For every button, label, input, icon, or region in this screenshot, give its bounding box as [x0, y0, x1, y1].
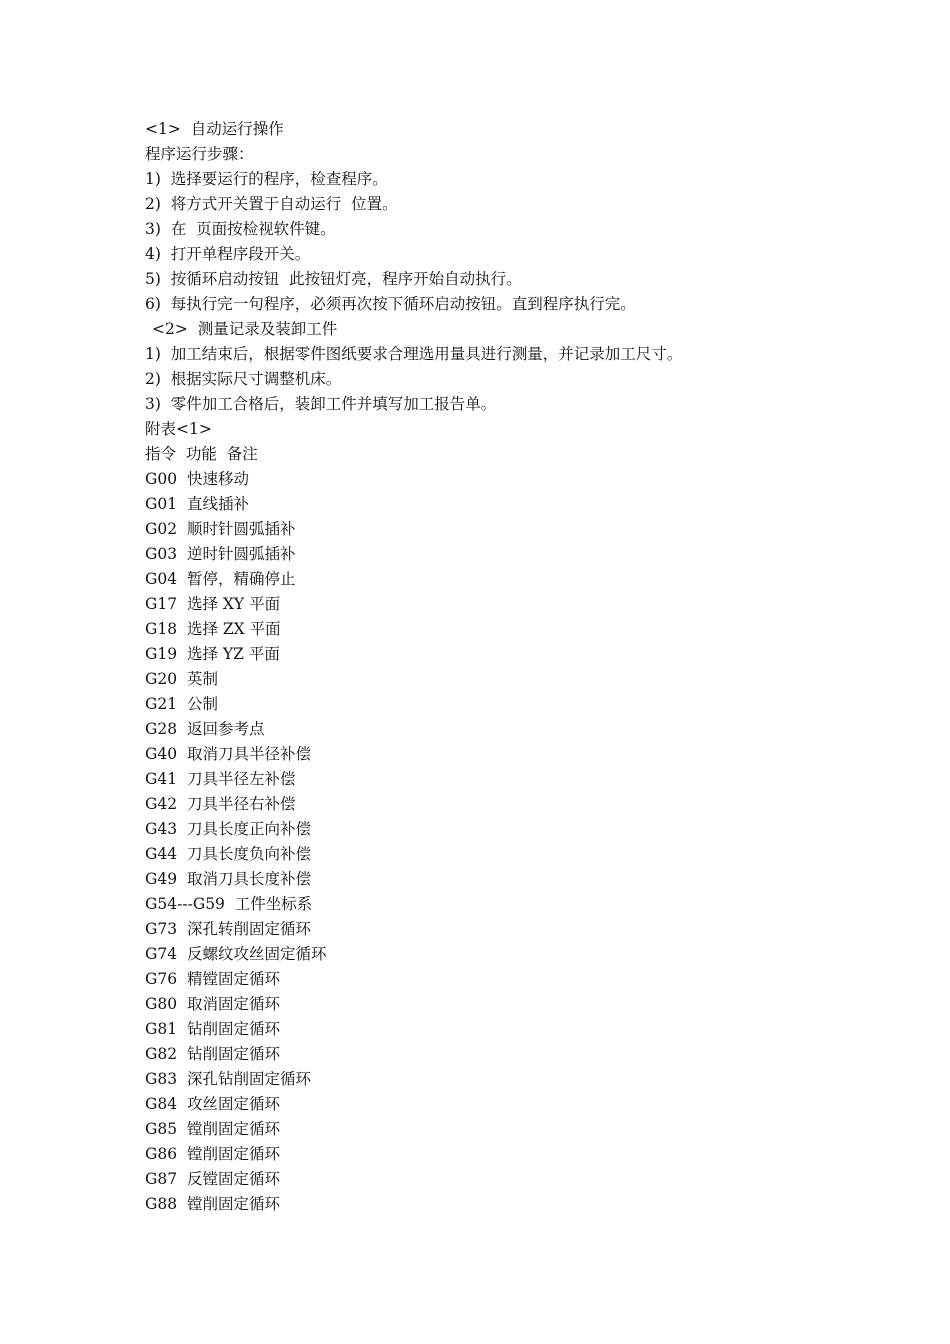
step-item: 2) 根据实际尺寸调整机床。 [145, 370, 342, 388]
appendix-table-header: 指令 功能 备注 [145, 445, 258, 463]
gcode-row: G87 反镗固定循环 [145, 1170, 280, 1188]
step-item: 1) 加工结束后，根据零件图纸要求合理选用量具进行测量，并记录加工尺寸。 [145, 345, 683, 363]
appendix-title: 附表<1> [145, 420, 212, 438]
step-item: 2) 将方式开关置于自动运行 位置。 [145, 195, 398, 213]
gcode-row: G74 反螺纹攻丝固定循环 [145, 945, 327, 963]
gcode-row: G83 深孔钻削固定循环 [145, 1070, 311, 1088]
gcode-row: G80 取消固定循环 [145, 995, 280, 1013]
gcode-row: G21 公制 [145, 695, 218, 713]
subheading-program-steps: 程序运行步骤： [145, 145, 254, 163]
step-item: 4) 打开单程序段开关。 [145, 245, 311, 263]
gcode-row: G44 刀具长度负向补偿 [145, 845, 311, 863]
gcode-row: G41 刀具半径左补偿 [145, 770, 296, 788]
gcode-row: G88 镗削固定循环 [145, 1195, 280, 1213]
document-page [145, 117, 905, 1217]
step-item: 3) 在 页面按检视软件键。 [145, 220, 336, 238]
gcode-row: G28 返回参考点 [145, 720, 265, 738]
step-item: 1) 选择要运行的程序，检查程序。 [145, 170, 388, 188]
gcode-row: G84 攻丝固定循环 [145, 1095, 280, 1113]
gcode-row: G01 直线插补 [145, 495, 249, 513]
gcode-row: G54---G59 工件坐标系 [145, 895, 313, 913]
section-heading-measure: <2> 测量记录及装卸工件 [152, 320, 338, 338]
gcode-row: G40 取消刀具半径补偿 [145, 745, 311, 763]
gcode-row: G03 逆时针圆弧插补 [145, 545, 296, 563]
gcode-row: G19 选择 YZ 平面 [145, 645, 280, 663]
gcode-row: G82 钻削固定循环 [145, 1045, 280, 1063]
gcode-row: G02 顺时针圆弧插补 [145, 520, 296, 538]
step-item: 5) 按循环启动按钮 此按钮灯亮，程序开始自动执行。 [145, 270, 522, 288]
gcode-row: G18 选择 ZX 平面 [145, 620, 281, 638]
gcode-row: G00 快速移动 [145, 470, 249, 488]
gcode-row: G86 镗削固定循环 [145, 1145, 280, 1163]
step-item: 6) 每执行完一句程序，必须再次按下循环启动按钮。直到程序执行完。 [145, 295, 636, 313]
gcode-row: G17 选择 XY 平面 [145, 595, 281, 613]
step-item: 3) 零件加工合格后，装卸工件并填写加工报告单。 [145, 395, 497, 413]
section-heading-auto-run: <1> 自动运行操作 [145, 120, 284, 138]
gcode-row: G20 英制 [145, 670, 218, 688]
gcode-row: G43 刀具长度正向补偿 [145, 820, 311, 838]
gcode-row: G42 刀具半径右补偿 [145, 795, 296, 813]
gcode-row: G85 镗削固定循环 [145, 1120, 280, 1138]
gcode-row: G04 暂停，精确停止 [145, 570, 296, 588]
gcode-row: G76 精镗固定循环 [145, 970, 280, 988]
gcode-row: G49 取消刀具长度补偿 [145, 870, 311, 888]
gcode-row: G73 深孔转削固定循环 [145, 920, 311, 938]
gcode-row: G81 钻削固定循环 [145, 1020, 280, 1038]
